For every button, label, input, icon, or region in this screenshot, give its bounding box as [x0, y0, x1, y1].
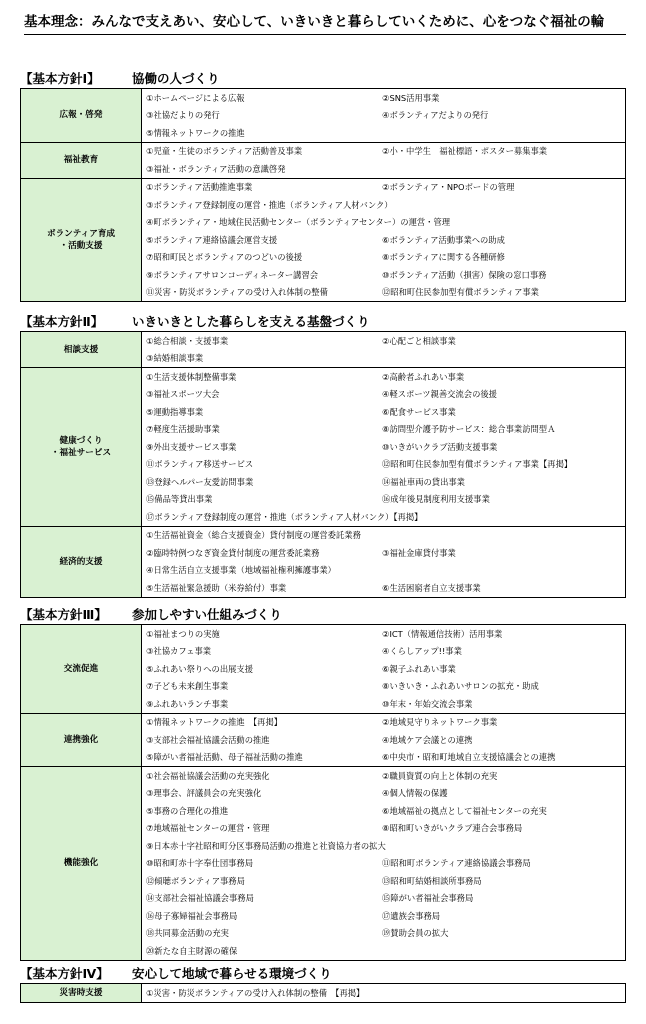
program-item: ⑮備品等貸出事業: [146, 494, 213, 505]
category-row: [21, 984, 626, 1003]
section-label: 【基本方針Ⅰ】: [20, 71, 100, 86]
program-item: ③支部社会福祉協議会活動の推進: [146, 734, 270, 745]
program-item: ⑨外出支援サービス事業: [146, 441, 237, 452]
section-title: 安心して地域で暮らせる環境づくり: [132, 966, 332, 981]
item-line: [146, 872, 625, 890]
program-item: ④ボランティアだよりの発行: [382, 110, 489, 121]
program-item: ②高齢者ふれあい事業: [382, 371, 465, 382]
program-item: ⑤事務の合理化の推進: [146, 805, 229, 816]
section-label: 【基本方針Ⅳ】: [20, 966, 109, 981]
item-line: [146, 214, 625, 232]
program-item: ⑥中央市・昭和町地域自立支援協議会との連携: [382, 752, 556, 763]
program-item: ⑩年末・年始交流会事業: [382, 698, 473, 709]
item-line: [146, 231, 625, 249]
program-item: ②SNS活用事業: [382, 92, 440, 103]
item-line: [146, 767, 625, 785]
program-item: ③理事会、評議員会の充実強化: [146, 788, 262, 799]
program-item: ②小・中学生 福祉標語・ポスター募集事業: [382, 146, 548, 157]
category-row: [21, 713, 626, 767]
program-item: ⑥地域福祉の拠点として福祉センターの充実: [382, 805, 547, 816]
program-item: ⑯母子寡婦福祉会事務局: [146, 910, 238, 921]
category-items: [142, 713, 626, 767]
item-line: [146, 625, 625, 643]
program-item: ①ボランティア活動推進事業: [146, 182, 253, 193]
program-item: ④軽スポーツ親善交流会の後援: [382, 389, 497, 400]
program-item: ②臨時特例つなぎ資金貸付制度の運営委託業務: [146, 547, 320, 558]
program-item: ④くらしアップ!!事業: [382, 646, 462, 657]
program-item: ①福祉まつりの実施: [146, 628, 220, 639]
program-item: ⑧訪問型介護予防サービス：総合事業訪問型Ａ: [382, 424, 556, 435]
policy-table: [20, 331, 626, 598]
item-line: [146, 124, 625, 142]
item-line: [146, 785, 625, 803]
item-line: [146, 820, 625, 838]
program-item: ④個人情報の保護: [382, 788, 448, 799]
item-line: [146, 403, 625, 421]
item-line: [146, 660, 625, 678]
program-item: ④町ボランティア・地域住民活動センター（ボランティアセンター）の運営・管理: [146, 217, 451, 228]
category-items: [142, 984, 626, 1003]
program-item: ③社協カフェ事業: [146, 646, 212, 657]
item-line: [146, 386, 625, 404]
policy-table: [20, 624, 626, 961]
program-item: ⑦地域福祉センターの運営・管理: [146, 823, 270, 834]
program-item: ⑫昭和町住民参加型有償ボランティア事業【再掲】: [382, 459, 573, 470]
category-row: [21, 625, 626, 714]
section-title: いきいきとした暮らしを支える基盤づくり: [132, 314, 370, 329]
program-item: ⑪災害・防災ボランティアの受け入れ体制の整備: [146, 287, 328, 298]
program-item: ②地域見守りネットワーク事業: [382, 717, 498, 728]
category-row: [21, 89, 626, 143]
category-items: [142, 767, 626, 961]
program-item: ②心配ごと相談事業: [382, 335, 456, 346]
item-line: [146, 579, 625, 597]
section-title: 参加しやすい仕組みづくり: [132, 607, 282, 622]
program-item: ⑥ボランティア活動事業への助成: [382, 234, 505, 245]
policy-table: [20, 88, 626, 302]
program-item: ⑨日本赤十字社昭和町分区事務局活動の推進と社資協力者の拡大: [146, 840, 386, 851]
item-line: [146, 473, 625, 491]
item-line: [146, 179, 625, 197]
item-line: [146, 643, 625, 661]
item-line: [146, 855, 625, 873]
program-item: ⑩昭和町赤十字奉仕団事務局: [146, 858, 254, 869]
category-label: 交流促進: [21, 625, 142, 714]
program-item: ⑪ボランティア移送サービス: [146, 459, 254, 470]
program-item: ③結婚相談事業: [146, 353, 204, 364]
category-items: [142, 89, 626, 143]
program-item: ⑳新たな自主財源の確保: [146, 945, 238, 956]
category-row: [21, 142, 626, 178]
category-label: 相談支援: [21, 332, 142, 368]
program-item: ①総合相談・支援事業: [146, 335, 229, 346]
item-line: [146, 160, 625, 178]
program-item: ⑤ふれあい祭りへの出展支援: [146, 663, 254, 674]
program-item: ⑫傾聴ボランティア事務局: [146, 875, 245, 886]
policy-section: [20, 606, 626, 961]
item-line: [146, 284, 625, 302]
program-item: ⑦軽度生活援助事業: [146, 424, 220, 435]
program-item: ⑪昭和町ボランティア連絡協議会事務局: [382, 858, 531, 869]
program-item: ①社会福祉協議会活動の充実強化: [146, 770, 270, 781]
program-item: ⑱共同募金活動の充実: [146, 928, 229, 939]
program-item: ⑭福祉車両の貸出事業: [382, 476, 465, 487]
section-heading: [20, 313, 626, 331]
category-items: [142, 368, 626, 527]
program-item: ⑥配食サービス事業: [382, 406, 456, 417]
item-line: [146, 438, 625, 456]
item-line: [146, 890, 625, 908]
item-line: [146, 942, 625, 960]
category-label: 福祉教育: [21, 142, 142, 178]
program-item: ⑰遺族会事務局: [382, 910, 441, 921]
program-item: ⑨ふれあいランチ事業: [146, 698, 229, 709]
program-item: ③福祉金庫貸付事業: [382, 547, 456, 558]
program-item: ②職員資質の向上と体制の充実: [382, 770, 498, 781]
category-label: 健康づくり ・福祉サービス: [21, 368, 142, 527]
program-item: ⑤生活福祉緊急援助（米券給付）事業: [146, 582, 287, 593]
item-line: [146, 802, 625, 820]
category-label: ボランティア育成 ・活動支援: [21, 178, 142, 302]
program-item: ①生活福祉資金（総合支援資金）貸付制度の運営委託業務: [146, 530, 361, 541]
program-item: ⑦子ども未来創生事業: [146, 681, 229, 692]
category-row: [21, 526, 626, 597]
section-title: 協働の人づくり: [132, 71, 220, 86]
program-item: ⑧ボランティアに関する各種研修: [382, 252, 505, 263]
section-heading: [20, 606, 626, 624]
category-row: [21, 368, 626, 527]
category-label: 広報・啓発: [21, 89, 142, 143]
program-item: ①災害・防災ボランティアの受け入れ体制の整備 【再掲】: [146, 987, 365, 998]
policy-section: [20, 313, 626, 598]
item-line: [146, 731, 625, 749]
item-line: [146, 368, 625, 386]
category-row: [21, 767, 626, 961]
item-line: [146, 907, 625, 925]
item-line: [146, 89, 625, 107]
program-item: ⑤障がい者福祉活動、母子福祉活動の推進: [146, 752, 303, 763]
section-label: 【基本方針Ⅲ】: [20, 607, 107, 622]
program-item: ⑰ボランティア登録制度の運営・推進（ボランティア人材バンク）【再掲】: [146, 511, 423, 522]
item-line: [146, 143, 625, 161]
item-line: [146, 332, 625, 350]
item-line: [146, 350, 625, 368]
program-item: ①情報ネットワークの推進 【再掲】: [146, 717, 283, 728]
item-line: [146, 249, 625, 267]
category-label: 機能強化: [21, 767, 142, 961]
program-item: ⑤運動指導事業: [146, 406, 204, 417]
category-items: [142, 332, 626, 368]
policy-table: [20, 983, 626, 1003]
program-item: ⑤ボランティア連絡協議会運営支援: [146, 234, 278, 245]
item-line: [146, 714, 625, 732]
item-line: [146, 749, 625, 767]
program-item: ④日常生活自立支援事業（地域福祉権利擁護事業）: [146, 565, 336, 576]
item-line: [146, 695, 625, 713]
program-item: ⑤情報ネットワークの推進: [146, 127, 245, 138]
item-line: [146, 562, 625, 580]
program-item: ⑯成年後見制度利用支援事業: [382, 494, 490, 505]
policy-section: [20, 965, 626, 1003]
category-items: [142, 625, 626, 714]
item-line: [146, 196, 625, 214]
program-item: ⑲賛助会員の拡大: [382, 928, 449, 939]
category-label: 経済的支援: [21, 526, 142, 597]
item-line: [146, 107, 625, 125]
program-item: ⑨ボランティアサロンコーディネーター講習会: [146, 269, 319, 280]
item-line: [146, 266, 625, 284]
program-item: ⑫昭和町住民参加型有償ボランティア事業: [382, 287, 539, 298]
program-item: ②ICT（情報通信技術）活用事業: [382, 628, 503, 639]
program-item: ③福祉スポーツ大会: [146, 389, 220, 400]
category-row: [21, 178, 626, 302]
program-item: ⑦昭和町民とボランティアのつどいの後援: [146, 252, 303, 263]
category-label: 災害時支援: [21, 984, 142, 1003]
item-line: [146, 491, 625, 509]
title-divider: [24, 34, 626, 35]
item-line: [146, 527, 625, 545]
program-item: ⑬昭和町結婚相談所事務局: [382, 875, 482, 886]
item-line: [146, 421, 625, 439]
program-item: ②ボランティア・NPOボードの管理: [382, 182, 515, 193]
item-line: [146, 544, 625, 562]
program-item: ①児童・生徒のボランティア活動普及事業: [146, 146, 303, 157]
program-item: ①ホームページによる広報: [146, 92, 245, 103]
category-label: 連携強化: [21, 713, 142, 767]
program-item: ③社協だよりの発行: [146, 110, 220, 121]
section-label: 【基本方針Ⅱ】: [20, 314, 104, 329]
category-row: [21, 332, 626, 368]
program-item: ⑩ボランティア活動（損害）保険の窓口事務: [382, 269, 547, 280]
program-item: ③福祉・ボランティア活動の意識啓発: [146, 163, 286, 174]
program-item: ⑥親子ふれあい事業: [382, 663, 456, 674]
program-item: ⑩いきがいクラブ活動支援事業: [382, 441, 498, 452]
program-item: ⑭支部社会福祉協議会事務局: [146, 893, 254, 904]
program-item: ⑮障がい者福祉会事務局: [382, 893, 474, 904]
section-heading: [20, 965, 626, 983]
program-item: ③ボランティア登録制度の運営・推進（ボランティア人材バンク）: [146, 199, 393, 210]
item-line: [146, 837, 625, 855]
item-line: [146, 984, 625, 1002]
program-item: ⑧昭和町いきがいクラブ連合会事務局: [382, 823, 523, 834]
category-items: [142, 526, 626, 597]
category-items: [142, 178, 626, 302]
category-items: [142, 142, 626, 178]
page-title: 基本理念：みんなで支えあい、安心して、いきいきと暮らしていくために、心をつなぐ福祉の輪: [24, 14, 605, 30]
section-heading: [20, 70, 626, 88]
program-item: ①生活支援体制整備事業: [146, 371, 237, 382]
policy-section: [20, 70, 626, 302]
program-item: ⑧いきいき・ふれあいサロンの拡充・助成: [382, 681, 539, 692]
item-line: [146, 678, 625, 696]
item-line: [146, 925, 625, 943]
item-line: [146, 508, 625, 526]
program-item: ⑥生活困窮者自立支援事業: [382, 582, 481, 593]
program-item: ④地域ケア会議との連携: [382, 734, 473, 745]
item-line: [146, 456, 625, 474]
program-item: ⑬登録ヘルパー友愛訪問事業: [146, 476, 254, 487]
